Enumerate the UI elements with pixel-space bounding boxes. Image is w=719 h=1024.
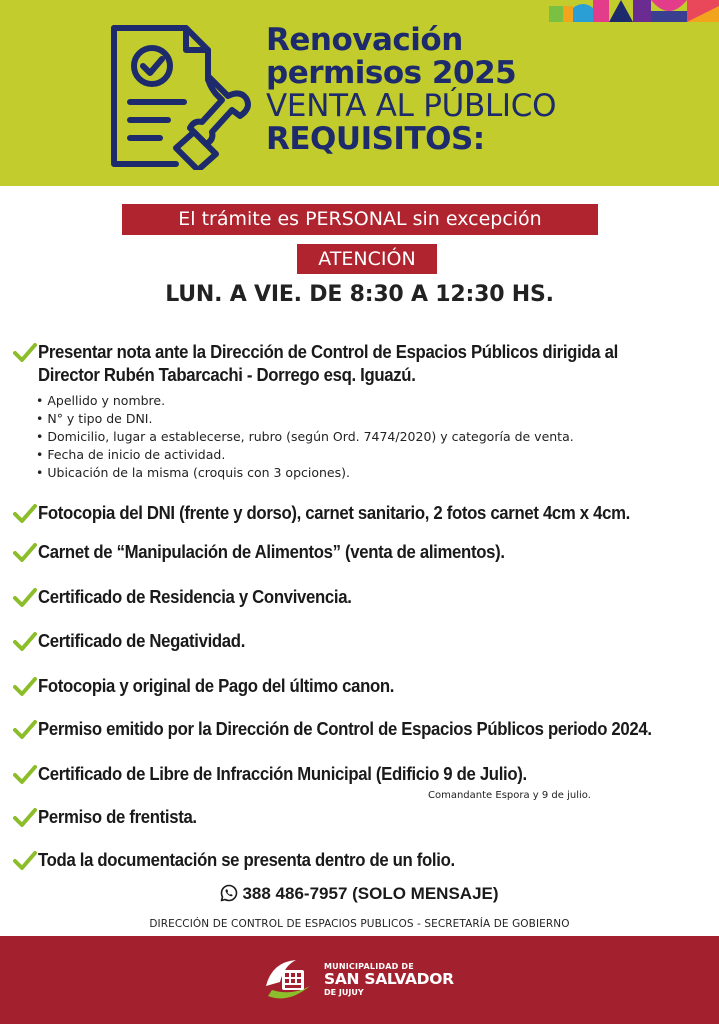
note-details-list — [36, 392, 574, 482]
list-item — [13, 586, 375, 609]
checkmark-icon — [13, 587, 37, 609]
list-item: • Ubicación de la misma (croquis con 3 opciones). — [36, 464, 574, 482]
list-item — [13, 718, 698, 741]
checkmark-icon — [13, 631, 37, 653]
requirement-text — [38, 341, 618, 387]
document-stamp-icon — [104, 24, 254, 170]
list-item: • Fecha de inicio de actividad. — [36, 446, 574, 464]
list-item — [13, 541, 540, 564]
requirement-text: Certificado de Libre de Infracción Municipal (Edificio 9 de Julio). — [38, 764, 527, 784]
list-item — [13, 341, 662, 387]
requirement-text: Fotocopia del DNI (frente y dorso), carnet sanitario, 2 fotos carnet 4cm x 4cm. — [38, 503, 630, 523]
requirement-text: Carnet de “Manipulación de Alimentos” (venta de alimentos). — [38, 542, 505, 562]
checkmark-icon — [13, 719, 37, 741]
requirement-text: Certificado de Residencia y Convivencia. — [38, 587, 352, 607]
schedule-text: LUN. A VIE. DE 8:30 A 12:30 HS. — [165, 282, 554, 307]
list-item — [13, 630, 261, 653]
requirement-text: Permiso emitido por la Dirección de Control de Espacios Públicos periodo 2024. — [38, 719, 652, 739]
header-banner — [0, 0, 719, 186]
checkmark-icon — [13, 503, 37, 525]
requirement-text: Toda la documentación se presenta dentro de un folio. — [38, 850, 455, 870]
title-line: REQUISITOS: — [266, 121, 485, 157]
list-item — [13, 763, 564, 786]
list-item: • N° y tipo de DNI. — [36, 410, 574, 428]
requirement-line: Director Rubén Tabarcachi - Dorrego esq. Iguazú. — [38, 365, 416, 385]
contact-line — [0, 884, 719, 904]
logo-line: SAN SALVADOR — [324, 969, 454, 988]
list-item — [13, 675, 421, 698]
logo-text — [324, 962, 454, 997]
checkmark-icon — [13, 676, 37, 698]
municipality-emblem-icon — [262, 956, 316, 1002]
municipality-logo — [262, 956, 454, 1002]
requirement-text: Certificado de Negatividad. — [38, 631, 246, 651]
title-block — [266, 24, 556, 156]
list-item — [13, 502, 675, 525]
logo-line: MUNICIPALIDAD DE — [324, 961, 414, 971]
decorative-shapes-icon — [549, 0, 719, 22]
atencion-banner: ATENCIÓN — [297, 244, 437, 274]
title-line: Renovación — [266, 22, 463, 58]
phone-number: 388 486-7957 (SOLO MENSAJE) — [242, 884, 499, 903]
list-item — [13, 806, 209, 829]
requirement-text: Permiso de frentista. — [38, 807, 197, 827]
checkmark-icon — [13, 807, 37, 829]
requirement-line: Presentar nota ante la Dirección de Control de Espacios Públicos dirigida al — [38, 342, 618, 362]
checkmark-icon — [13, 342, 37, 364]
title-line: permisos 2025 — [266, 55, 517, 91]
checkmark-icon — [13, 764, 37, 786]
title-line: VENTA AL PÚBLICO — [266, 88, 557, 124]
whatsapp-icon — [220, 884, 238, 902]
list-item: • Domicilio, lugar a establecerse, rubro (según Ord. 7474/2020) y categoría de venta. — [36, 428, 574, 446]
list-item — [13, 849, 486, 872]
requirement-text: Fotocopia y original de Pago del último canon. — [38, 676, 395, 696]
checkmark-icon — [13, 850, 37, 872]
logo-line: DE JUJUY — [324, 987, 364, 997]
list-item: • Apellido y nombre. — [36, 392, 574, 410]
address-note: Comandante Espora y 9 de julio. — [428, 790, 591, 801]
personal-banner: El trámite es PERSONAL sin excepción — [122, 204, 598, 235]
department-label: DIRECCIÓN DE CONTROL DE ESPACIOS PUBLICOS - SECRETARÍA DE GOBIERNO — [149, 918, 570, 930]
checkmark-icon — [13, 542, 37, 564]
